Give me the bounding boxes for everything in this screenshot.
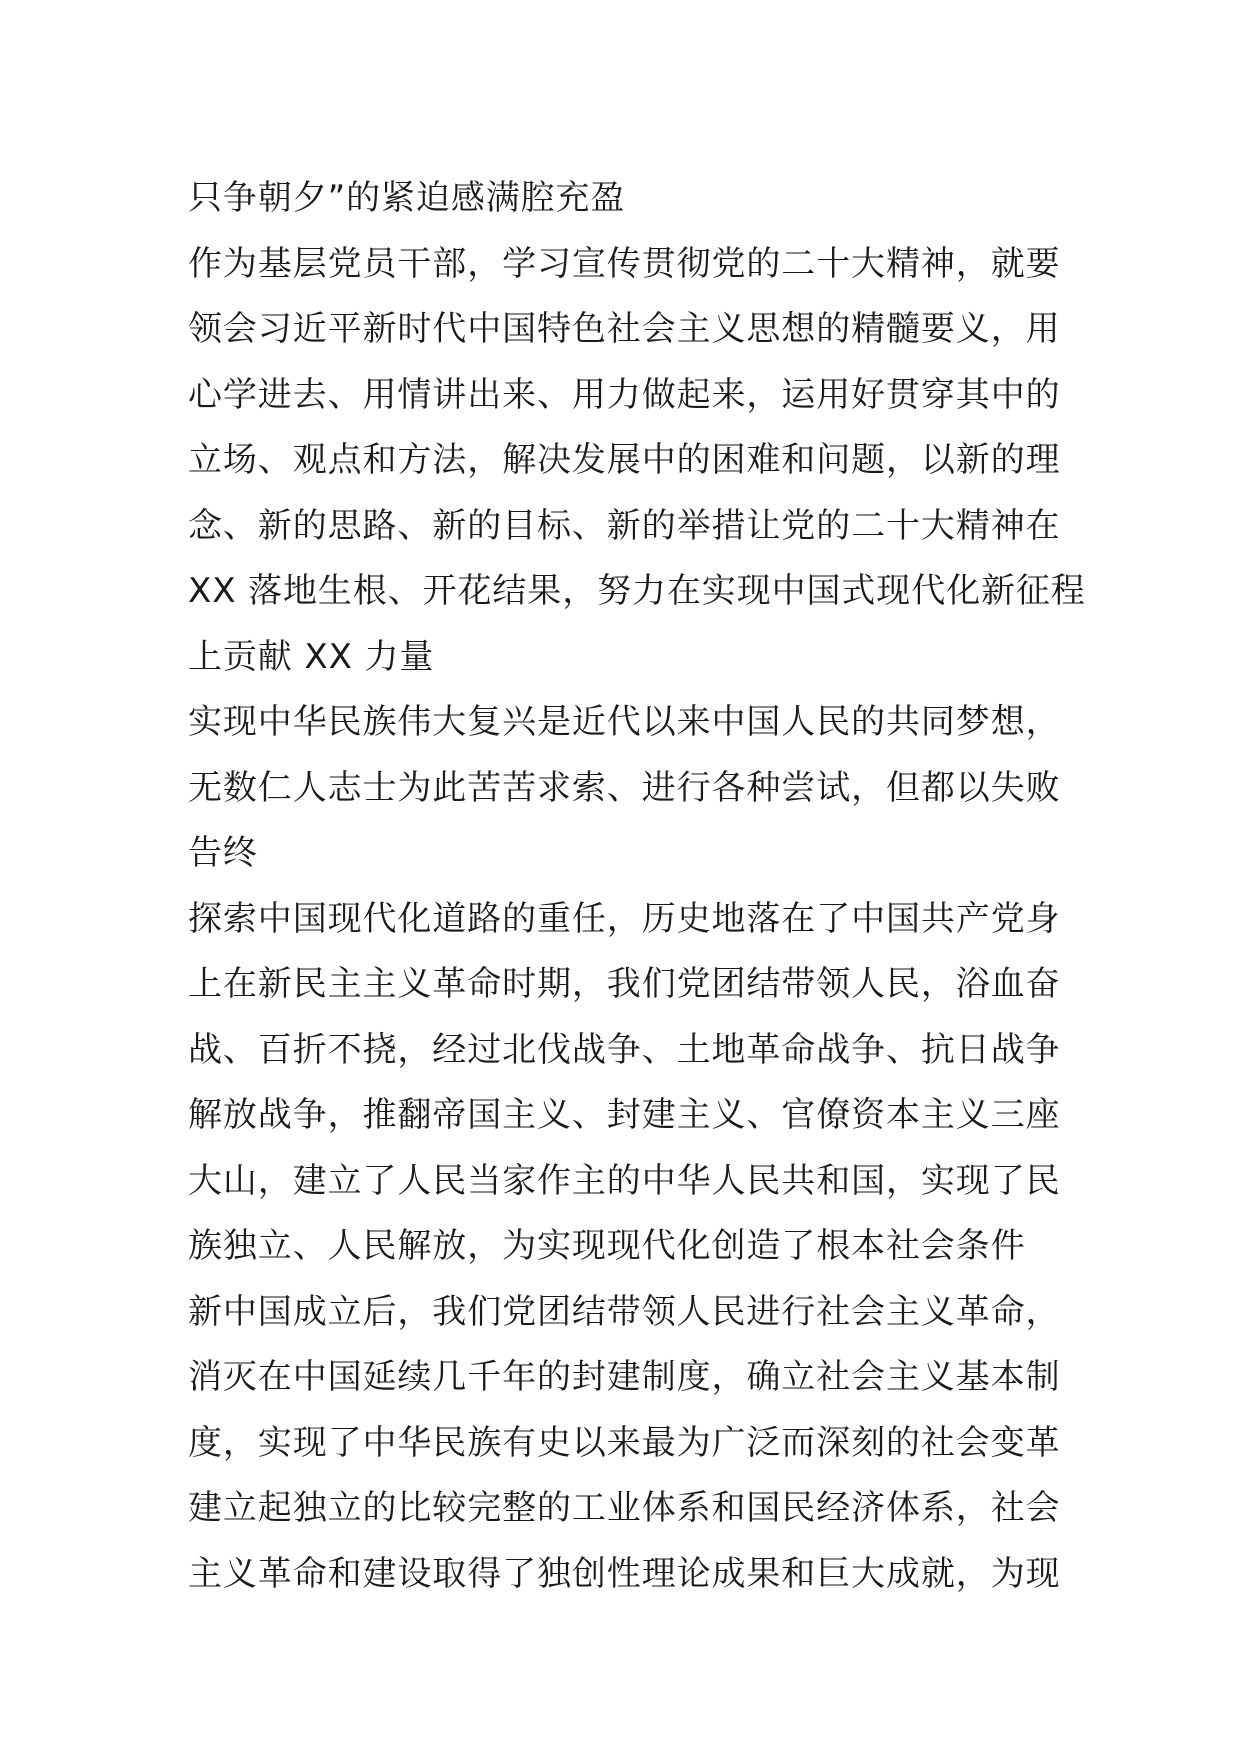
text-line: 上贡献 XX 力量 — [188, 636, 435, 677]
text-line: 作为基层党员干部，学习宣传贯彻党的二十大精神，就要 — [188, 243, 1061, 284]
text-line: 心学进去、用情讲出来、用力做起来，运用好贯穿其中的 — [188, 374, 1061, 415]
text-line: 解放战争，推翻帝国主义、封建主义、官僚资本主义三座 — [188, 1095, 1061, 1135]
text-line: 实现中华民族伟大复兴是近代以来中国人民的共同梦想， — [188, 702, 1061, 742]
text-line: 领会习近平新时代中国特色社会主义思想的精髓要义，用 — [188, 309, 1061, 349]
text-line: XX 落地生根、开花结果，努力在实现中国式现代化新征程 — [188, 571, 1086, 611]
text-line: 大山，建立了人民当家作主的中华人民共和国，实现了民 — [188, 1160, 1061, 1201]
text-line: 告终 — [188, 833, 258, 873]
text-line: 上在新民主主义革命时期，我们党团结带领人民，浴血奋 — [188, 964, 1061, 1004]
text-line: 战、百折不挠，经过北伐战争、土地革命战争、抗日战争 — [188, 1029, 1061, 1070]
text-line: 念、新的思路、新的目标、新的举措让党的二十大精神在 — [188, 505, 1061, 546]
text-line: 探索中国现代化道路的重任，历史地落在了中国共产党身 — [188, 898, 1061, 939]
text-line: 族独立、人民解放，为实现现代化创造了根本社会条件 — [188, 1226, 1026, 1266]
document-body — [188, 166, 1086, 1607]
text-line: 主义革命和建设取得了独创性理论成果和巨大成就，为现 — [188, 1553, 1061, 1594]
text-line: 消灭在中国延续几千年的封建制度，确立社会主义基本制 — [188, 1357, 1061, 1397]
text-line: 立场、观点和方法，解决发展中的困难和问题，以新的理 — [188, 440, 1061, 480]
text-line: 无数仁人志士为此苦苦求索、进行各种尝试，但都以失败 — [188, 767, 1061, 808]
text-line: 只争朝夕”的紧迫感满腔充盈 — [188, 178, 626, 218]
text-line: 度，实现了中华民族有史以来最为广泛而深刻的社会变革 — [188, 1422, 1061, 1463]
text-line: 建立起独立的比较完整的工业体系和国民经济体系，社会 — [188, 1488, 1061, 1528]
text-line: 新中国成立后，我们党团结带领人民进行社会主义革命， — [188, 1291, 1061, 1332]
